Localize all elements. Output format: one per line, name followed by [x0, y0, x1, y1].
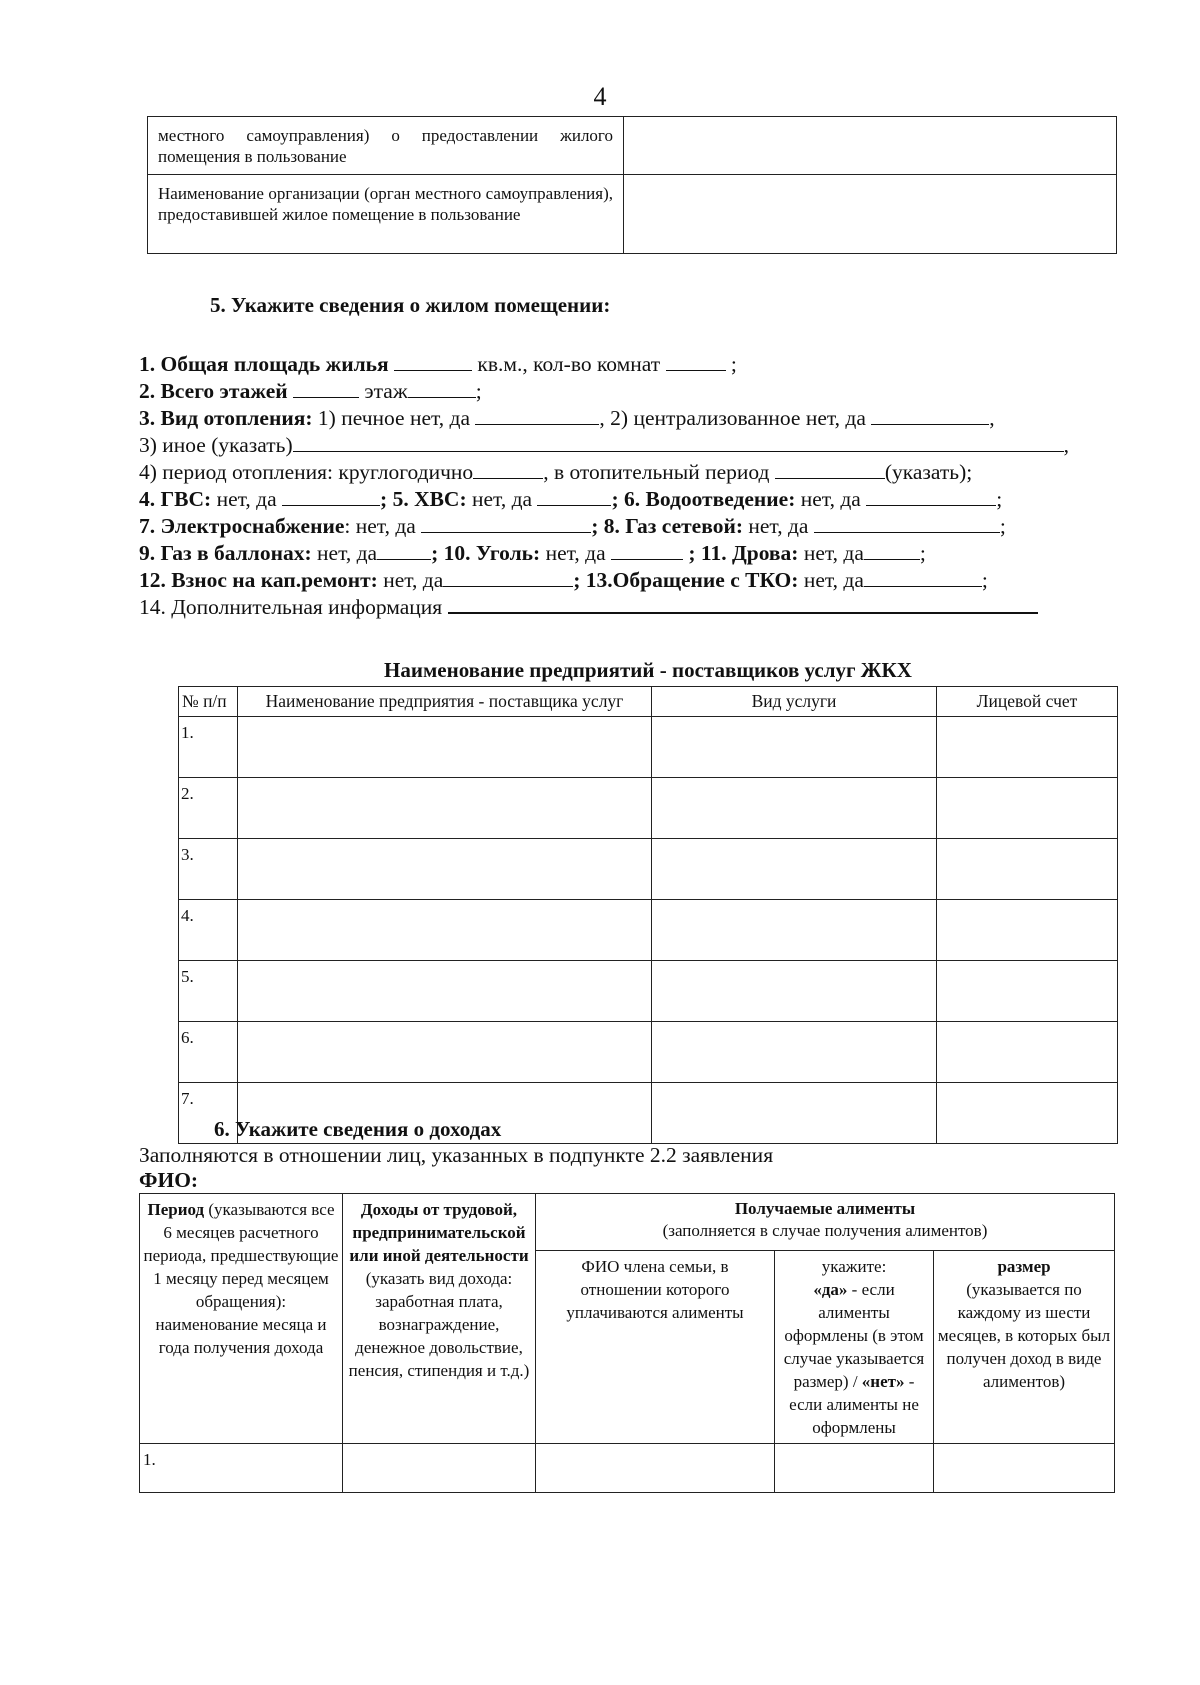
account-cell[interactable] — [937, 1022, 1118, 1083]
table-row — [140, 1444, 1115, 1493]
service-cell[interactable] — [652, 1083, 937, 1144]
supplier-cell[interactable] — [238, 778, 652, 839]
suppliers-table — [178, 686, 1118, 1144]
account-cell[interactable] — [937, 717, 1118, 778]
alimony-fio-cell[interactable] — [536, 1444, 775, 1493]
drainage-field[interactable] — [866, 487, 996, 506]
col-account-header: Лицевой счет — [937, 687, 1118, 717]
electricity-field[interactable] — [421, 514, 591, 533]
line-repair-waste: 12. Взнос на кап.ремонт: нет, да ; 13.Обращение с ТКО: нет, да ; — [139, 568, 988, 592]
supplier-cell[interactable] — [238, 839, 652, 900]
row-number: 5. — [179, 961, 238, 1022]
alimony-fio-header: ФИО члена семьи, в отношении которого уплачиваются алименты — [536, 1251, 775, 1444]
table-header-row — [140, 1194, 1115, 1251]
table-row — [148, 175, 1117, 254]
floor-field[interactable] — [408, 379, 476, 398]
suppliers-title: Наименование предприятий - поставщиков услуг ЖКХ — [384, 658, 912, 682]
row-number: 1. — [140, 1444, 343, 1493]
table-row — [179, 717, 1118, 778]
line-additional: 14. Дополнительная информация — [139, 594, 1099, 621]
income-header: Доходы от трудовой, предпринимательской или иной деятельности (указать вид дохода: заработная плата, вознаграждение, денежное довольствие, пенсия, стипендия и т.д.) — [343, 1194, 536, 1444]
stove-heating-field[interactable] — [475, 406, 599, 425]
row-number: 3. — [179, 839, 238, 900]
central-heating-field[interactable] — [871, 406, 989, 425]
line-heating-period: 4) период отопления: круглогодично , в отопительный период (указать); — [139, 460, 973, 484]
section6-title: 6. Укажите сведения о доходах — [214, 1117, 502, 1141]
col-number-header: № п/п — [179, 687, 238, 717]
col-service-header: Вид услуги — [652, 687, 937, 717]
network-gas-field[interactable] — [814, 514, 1000, 533]
supplier-cell[interactable] — [238, 1022, 652, 1083]
line-heating: 3. Вид отопления: 1) печное нет, да , 2) централизованное нет, да , — [139, 406, 995, 430]
organization-table — [147, 116, 1117, 254]
alimony-status-cell[interactable] — [775, 1444, 934, 1493]
service-cell[interactable] — [652, 717, 937, 778]
value-cell[interactable] — [624, 117, 1117, 175]
income-table — [139, 1193, 1115, 1493]
fio-label: ФИО: — [139, 1168, 199, 1192]
service-cell[interactable] — [652, 839, 937, 900]
rooms-field[interactable] — [666, 352, 726, 371]
bottled-gas-field[interactable] — [377, 541, 431, 560]
service-cell[interactable] — [652, 1022, 937, 1083]
supplier-cell[interactable] — [238, 900, 652, 961]
table-row — [179, 900, 1118, 961]
waste-field[interactable] — [864, 568, 982, 587]
table-row — [179, 1022, 1118, 1083]
page-number: 4 — [593, 82, 607, 111]
line-water: 4. ГВС: нет, да ; 5. ХВС: нет, да ; 6. Водоотведение: нет, да ; — [139, 487, 1003, 511]
floors-field[interactable] — [293, 379, 359, 398]
hot-water-field[interactable] — [282, 487, 380, 506]
area-field[interactable] — [394, 352, 472, 371]
other-heating-field[interactable] — [293, 433, 1064, 452]
supplier-cell[interactable] — [238, 717, 652, 778]
supplier-cell[interactable] — [238, 961, 652, 1022]
service-cell[interactable] — [652, 778, 937, 839]
row-number: 1. — [179, 717, 238, 778]
income-cell[interactable] — [343, 1444, 536, 1493]
period-header: Период (указываются все 6 месяцев расчетного периода, предшествующие 1 месяцу перед месяцем обращения): наименование месяца и года получения дохода — [140, 1194, 343, 1444]
season-field[interactable] — [775, 460, 885, 479]
account-cell[interactable] — [937, 1083, 1118, 1144]
section5-title: 5. Укажите сведения о жилом помещении: — [210, 293, 611, 317]
service-cell[interactable] — [652, 961, 937, 1022]
row-label: местного самоуправления) о предоставлении жилого помещения в пользование — [148, 117, 624, 175]
repair-fee-field[interactable] — [443, 568, 573, 587]
row-number: 4. — [179, 900, 238, 961]
row-label: Наименование организации (орган местного самоуправления), предоставившей жилое помещение в пользование — [148, 175, 624, 254]
table-header-row — [179, 687, 1118, 717]
table-row — [179, 778, 1118, 839]
col-supplier-header: Наименование предприятия - поставщика услуг — [238, 687, 652, 717]
value-cell[interactable] — [624, 175, 1117, 254]
line-fuel: 9. Газ в баллонах: нет, да ; 10. Уголь: нет, да ; 11. Дрова: нет, да ; — [139, 541, 926, 565]
table-row — [179, 961, 1118, 1022]
row-number: 2. — [179, 778, 238, 839]
row-number: 6. — [179, 1022, 238, 1083]
line-power-gas: 7. Электроснабжение: нет, да ; 8. Газ сетевой: нет, да ; — [139, 514, 1006, 538]
cold-water-field[interactable] — [537, 487, 611, 506]
alimony-status-header: укажите: «да» - если алименты оформлены (в этом случае указывается размер) / «нет» - если алименты не оформлены — [775, 1251, 934, 1444]
line-other-heating: 3) иное (указать) , — [139, 433, 1070, 457]
account-cell[interactable] — [937, 900, 1118, 961]
housing-info-lines — [139, 351, 1099, 621]
alimony-amount-header: размер (указывается по каждому из шести месяцев, в которых был получен доход в виде алиментов) — [934, 1251, 1115, 1444]
section6-note: Заполняются в отношении лиц, указанных в подпункте 2.2 заявления — [139, 1143, 774, 1167]
table-row — [148, 117, 1117, 175]
coal-field[interactable] — [611, 541, 683, 560]
account-cell[interactable] — [937, 778, 1118, 839]
line-area: 1. Общая площадь жилья кв.м., кол-во комнат ; — [139, 352, 737, 376]
service-cell[interactable] — [652, 900, 937, 961]
year-round-field[interactable] — [473, 460, 543, 479]
row-number: 7. — [179, 1083, 238, 1144]
account-cell[interactable] — [937, 839, 1118, 900]
account-cell[interactable] — [937, 961, 1118, 1022]
firewood-field[interactable] — [864, 541, 920, 560]
alimony-amount-cell[interactable] — [934, 1444, 1115, 1493]
line-floors: 2. Всего этажей этаж ; — [139, 379, 482, 403]
alimony-header: Получаемые алименты (заполняется в случае получения алиментов) — [536, 1194, 1115, 1251]
additional-info-field[interactable] — [448, 594, 1038, 614]
table-row — [179, 839, 1118, 900]
